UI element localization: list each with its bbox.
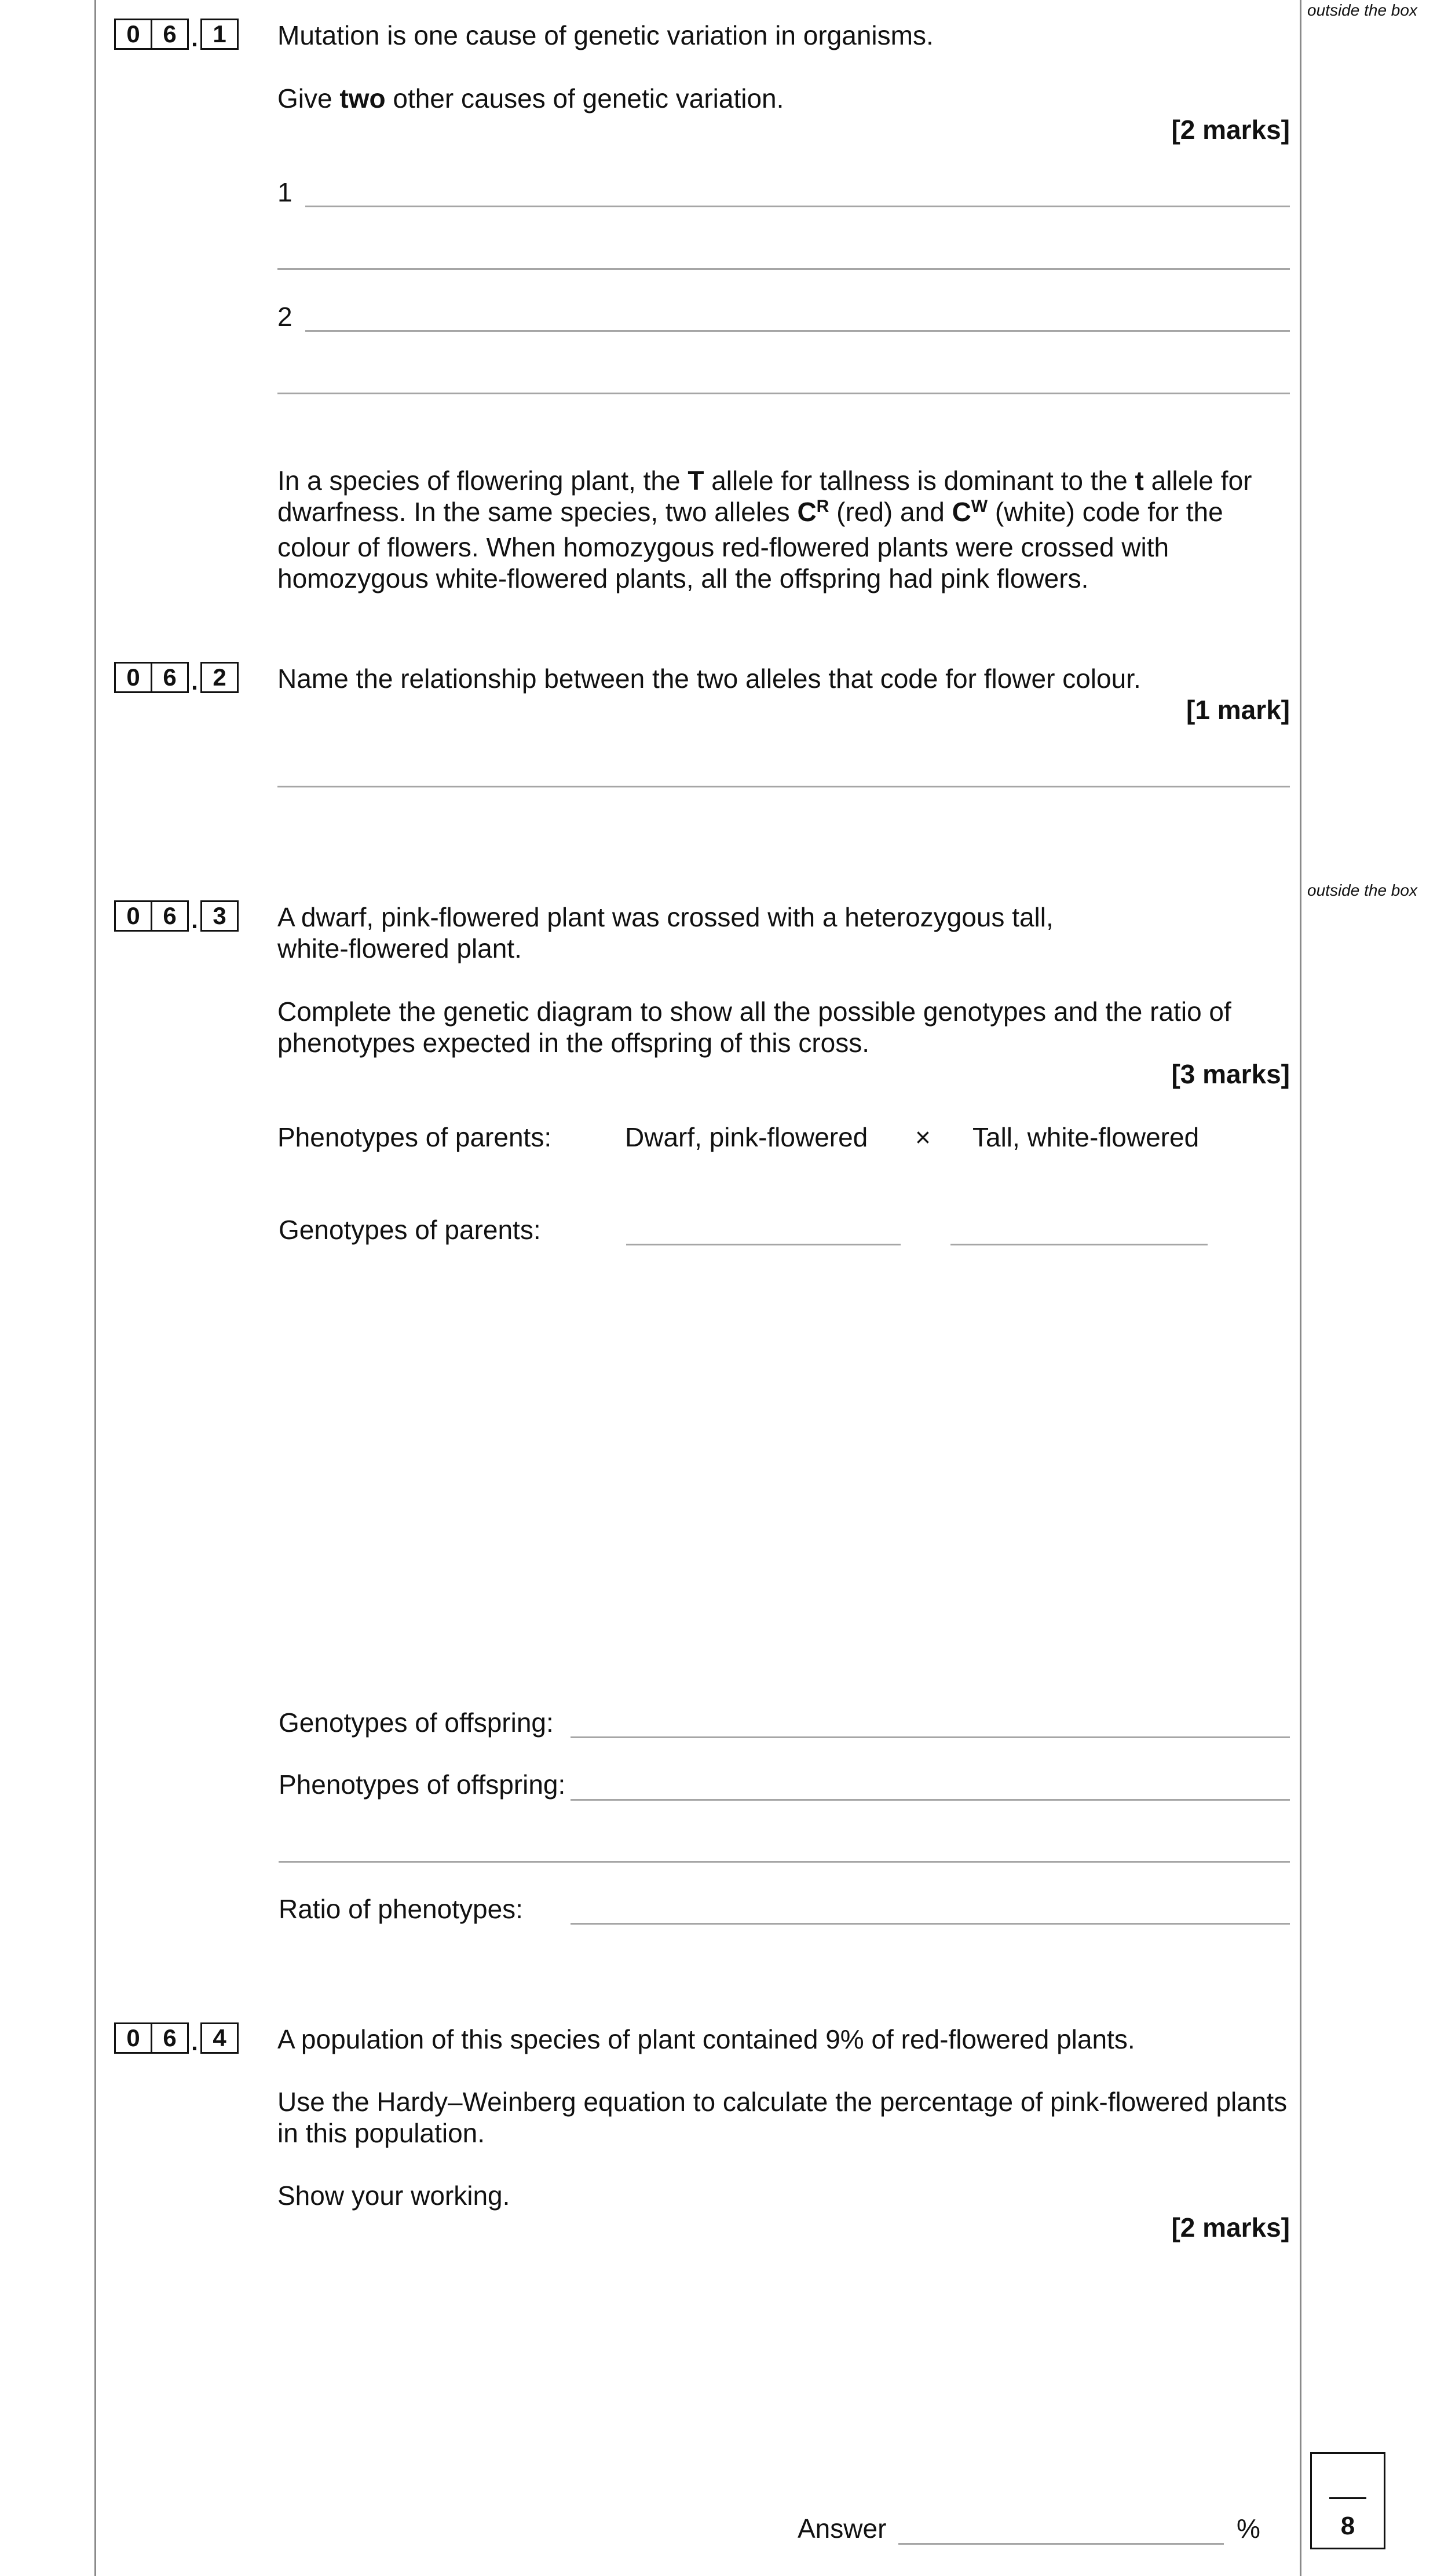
allele-C-W-base: C (952, 497, 971, 527)
q062-stem: Name the relationship between the two alleles that code for flower colour. (277, 664, 1141, 694)
q061-answer-line-1b[interactable] (277, 268, 1290, 270)
q062-answer-line[interactable] (277, 786, 1290, 787)
q063-instruction-line-2: phenotypes expected in the offspring of this cross. (277, 1028, 869, 1058)
question-digit: 2 (200, 662, 239, 693)
parent-1-phenotype: Dwarf, pink-flowered (625, 1122, 868, 1152)
allele-C-W-sup: W (971, 497, 988, 516)
context-paragraph (277, 465, 1279, 594)
context-text-4: (red) and (829, 497, 952, 527)
allele-C-W (952, 497, 988, 527)
question-number-06-2 (114, 659, 239, 693)
phenotypes-of-offspring-line[interactable] (571, 1799, 1290, 1801)
q061-instruction (277, 83, 784, 114)
phenotypes-of-offspring-label: Phenotypes of offspring: (279, 1769, 566, 1800)
q061-instruction-bold: two (339, 83, 386, 113)
question-digit: 1 (200, 19, 239, 50)
left-margin-line (94, 0, 96, 2576)
question-digit: 6 (151, 662, 189, 693)
ratio-of-phenotypes-label: Ratio of phenotypes: (279, 1894, 523, 1924)
q063-instruction-line-1: Complete the genetic diagram to show all the possible genotypes and the ratio of (277, 996, 1231, 1027)
q061-answer-label-1: 1 (277, 177, 292, 207)
q063-stem-line-1: A dwarf, pink-flowered plant was crossed with a heterozygous tall, (277, 902, 1054, 932)
allele-T: T (688, 466, 704, 496)
q061-answer-line-1[interactable] (305, 206, 1290, 207)
q064-instruction-line-2: in this population. (277, 2118, 485, 2148)
context-text-3: allele for dwarfness. In the same species, two alleles (277, 466, 1252, 527)
parent-1-genotype-line[interactable] (626, 1244, 901, 1245)
question-digit: 4 (200, 2022, 239, 2054)
question-digit: 6 (151, 900, 189, 932)
question-dot: . (191, 24, 198, 52)
parent-2-phenotype: Tall, white-flowered (972, 1122, 1200, 1152)
context-text-2: allele for tallness is dominant to the (704, 466, 1135, 496)
q061-answer-label-2: 2 (277, 302, 292, 332)
genotypes-of-offspring-label: Genotypes of offspring: (279, 1707, 554, 1738)
q064-marks: [2 marks] (1171, 2212, 1290, 2242)
allele-t: t (1135, 466, 1144, 496)
margin-note-top: outside the box (1307, 1, 1417, 19)
q061-stem: Mutation is one cause of genetic variation in organisms. (277, 20, 934, 50)
q061-instruction-pre: Give (277, 83, 340, 113)
question-number-06-1 (114, 16, 239, 50)
question-number-06-3 (114, 898, 239, 932)
question-digit: 0 (114, 19, 152, 50)
margin-note-middle: outside the box (1307, 881, 1417, 899)
total-marks-box (1310, 2452, 1385, 2549)
answer-line[interactable] (898, 2543, 1224, 2545)
ratio-of-phenotypes-line[interactable] (571, 1923, 1290, 1925)
allele-C-R (797, 497, 829, 527)
question-number-06-4 (114, 2020, 239, 2054)
q062-marks: [1 mark] (1186, 695, 1290, 725)
genotypes-of-parents-label: Genotypes of parents: (279, 1215, 541, 1245)
question-digit: 0 (114, 2022, 152, 2054)
phenotypes-of-parents-label: Phenotypes of parents: (277, 1122, 552, 1152)
question-dot: . (191, 2028, 198, 2055)
context-text-1: In a species of flowering plant, the (277, 466, 688, 496)
right-margin-line (1300, 0, 1301, 2576)
total-marks-bar (1329, 2497, 1366, 2499)
question-digit: 3 (200, 900, 239, 932)
q064-show-working: Show your working. (277, 2181, 510, 2211)
question-digit: 0 (114, 662, 152, 693)
question-digit: 0 (114, 900, 152, 932)
allele-C-R-sup: R (816, 497, 829, 516)
answer-unit: % (1237, 2513, 1260, 2544)
context-text-5: (white) code for the colour of flowers. When homozygous red-flowered plants were crossed with homozygous white-flowered plants, all the offspring had pink flowers. (277, 497, 1223, 593)
question-digit: 6 (151, 19, 189, 50)
q061-answer-line-2[interactable] (305, 330, 1290, 332)
question-dot: . (191, 668, 198, 695)
q061-marks: [2 marks] (1171, 115, 1290, 145)
q061-instruction-post: other causes of genetic variation. (385, 83, 784, 113)
question-dot: . (191, 906, 198, 933)
answer-label: Answer (798, 2513, 887, 2544)
q061-answer-line-2b[interactable] (277, 393, 1290, 394)
allele-C-R-base: C (797, 497, 817, 527)
q064-stem: A population of this species of plant contained 9% of red-flowered plants. (277, 2024, 1135, 2054)
genotypes-of-offspring-line[interactable] (571, 1736, 1290, 1738)
q063-stem-line-2: white-flowered plant. (277, 933, 522, 963)
parent-2-genotype-line[interactable] (950, 1244, 1208, 1245)
q063-marks: [3 marks] (1171, 1059, 1290, 1089)
q064-instruction-line-1: Use the Hardy–Weinberg equation to calculate the percentage of pink-flowered plants (277, 2087, 1288, 2117)
question-digit: 6 (151, 2022, 189, 2054)
cross-symbol: × (915, 1122, 931, 1152)
total-marks-value: 8 (1340, 2512, 1355, 2540)
phenotypes-of-offspring-line-2[interactable] (279, 1861, 1290, 1863)
